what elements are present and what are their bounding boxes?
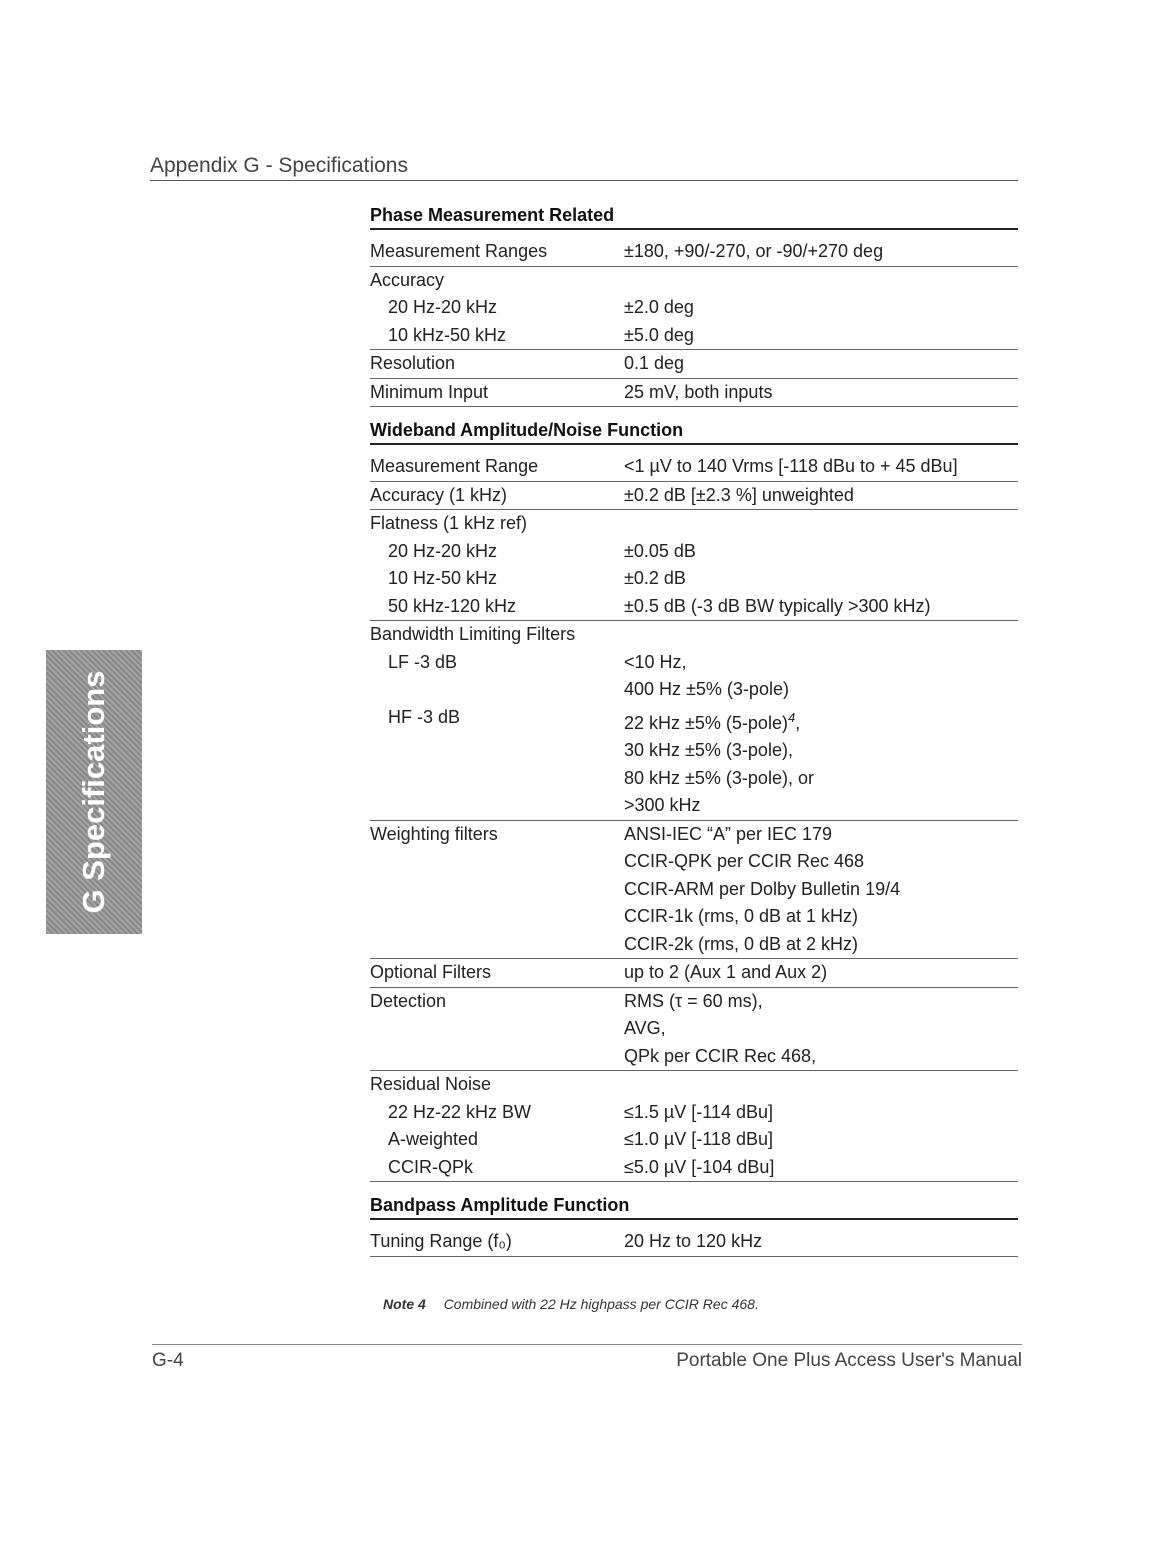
spec-value: AVG, bbox=[624, 1018, 666, 1038]
spec-value: up to 2 (Aux 1 and Aux 2) bbox=[624, 962, 828, 982]
manual-title: Portable One Plus Access User's Manual bbox=[676, 1350, 1022, 1371]
spec-value: RMS (τ = 60 ms), bbox=[624, 990, 763, 1011]
spec-row bbox=[370, 621, 1018, 649]
spec-label: CCIR-QPk bbox=[388, 1156, 473, 1177]
spec-value: QPk per CCIR Rec 468, bbox=[624, 1045, 817, 1066]
spec-row bbox=[370, 565, 1018, 593]
spec-row bbox=[370, 379, 1018, 408]
spec-label: 20 Hz-20 kHz bbox=[388, 540, 498, 561]
spec-value: CCIR-QPK per CCIR Rec 468 bbox=[624, 851, 865, 871]
spec-label: 10 Hz-50 kHz bbox=[388, 568, 498, 588]
spec-value: 80 kHz ±5% (3-pole), or bbox=[624, 767, 814, 788]
spec-value: <10 Hz, bbox=[624, 651, 687, 672]
spec-label: Bandwidth Limiting Filters bbox=[370, 624, 576, 644]
spec-value bbox=[624, 704, 1018, 738]
spec-value: ±180, +90/-270, or -90/+270 deg bbox=[624, 241, 884, 261]
spec-value: CCIR-ARM per Dolby Bulletin 19/4 bbox=[624, 878, 901, 899]
side-tab-label: G Specifications bbox=[76, 670, 111, 914]
spec-row bbox=[370, 238, 1018, 267]
spec-value: ANSI-IEC “A” per IEC 179 bbox=[624, 823, 833, 844]
spec-value: ≤5.0 µV [-104 dBu] bbox=[624, 1156, 775, 1177]
spec-label: Minimum Input bbox=[370, 381, 489, 402]
spec-value-text: 22 kHz ±5% (5-pole) bbox=[624, 712, 788, 733]
spec-label: LF -3 dB bbox=[388, 651, 458, 672]
spec-label: Accuracy (1 kHz) bbox=[370, 484, 508, 505]
spec-tables bbox=[370, 205, 1018, 1270]
spec-row bbox=[370, 593, 1018, 622]
spec-label: Accuracy bbox=[370, 269, 445, 290]
spec-value: 0.1 deg bbox=[624, 353, 685, 373]
spec-value: 25 mV, both inputs bbox=[624, 381, 773, 402]
spec-row bbox=[370, 538, 1018, 566]
spec-row bbox=[370, 988, 1018, 1072]
spec-value: CCIR-1k (rms, 0 dB at 1 kHz) bbox=[624, 906, 859, 926]
spec-label: 22 Hz-22 kHz BW bbox=[388, 1101, 532, 1122]
spec-row bbox=[370, 294, 1018, 322]
spec-label: 10 kHz-50 kHz bbox=[388, 324, 507, 345]
footnote-marker: 4 bbox=[787, 709, 796, 725]
spec-label: HF -3 dB bbox=[388, 706, 461, 727]
spec-row bbox=[370, 1228, 1018, 1257]
spec-value: <1 µV to 140 Vrms [-118 dBu to + 45 dBu] bbox=[624, 456, 958, 476]
spec-label: 20 Hz-20 kHz bbox=[388, 297, 498, 317]
spec-label: Flatness (1 kHz ref) bbox=[370, 513, 528, 533]
spec-row bbox=[370, 1154, 1018, 1183]
spec-label: Detection bbox=[370, 990, 447, 1011]
spec-row bbox=[370, 704, 1018, 821]
section-title: Phase Measurement Related bbox=[370, 205, 1018, 230]
spec-row bbox=[370, 821, 1018, 960]
spec-row bbox=[370, 267, 1018, 295]
spec-label: Resolution bbox=[370, 353, 456, 373]
note-text: Combined with 22 Hz highpass per CCIR Rec 468. bbox=[443, 1296, 759, 1312]
page-footer bbox=[152, 1344, 1022, 1372]
page-number: G-4 bbox=[152, 1350, 184, 1371]
spec-value: ±2.0 deg bbox=[624, 297, 694, 317]
spec-value: ≤1.5 µV [-114 dBu] bbox=[624, 1101, 774, 1122]
spec-row bbox=[370, 350, 1018, 379]
section-title: Wideband Amplitude/Noise Function bbox=[370, 420, 1018, 445]
spec-label: Measurement Range bbox=[370, 456, 539, 476]
spec-label: Residual Noise bbox=[370, 1074, 492, 1094]
spec-row bbox=[370, 510, 1018, 538]
section-title: Bandpass Amplitude Function bbox=[370, 1195, 1018, 1220]
phase-section bbox=[370, 205, 1018, 407]
spec-value: 400 Hz ±5% (3-pole) bbox=[624, 679, 789, 699]
spec-label: 50 kHz-120 kHz bbox=[388, 595, 517, 616]
spec-label: Tuning Range (f₀) bbox=[370, 1231, 512, 1251]
spec-row bbox=[370, 453, 1018, 482]
spec-row bbox=[370, 649, 1018, 704]
spec-value: CCIR-2k (rms, 0 dB at 2 kHz) bbox=[624, 933, 859, 954]
spec-label: A-weighted bbox=[388, 1129, 479, 1149]
spec-value: ≤1.0 µV [-118 dBu] bbox=[624, 1129, 774, 1149]
spec-value: 20 Hz to 120 kHz bbox=[624, 1231, 763, 1251]
spec-label: Weighting filters bbox=[370, 823, 498, 844]
spec-row bbox=[370, 1071, 1018, 1099]
spec-value: ±0.2 dB [±2.3 %] unweighted bbox=[624, 484, 854, 505]
spec-row bbox=[370, 482, 1018, 511]
wideband-section bbox=[370, 420, 1018, 1182]
spec-label: Optional Filters bbox=[370, 962, 492, 982]
spec-value: >300 kHz bbox=[624, 795, 701, 815]
spec-value: ±5.0 deg bbox=[624, 324, 694, 345]
page-header bbox=[150, 154, 1018, 181]
spec-value: ±0.05 dB bbox=[624, 540, 696, 561]
note-label: Note 4 bbox=[383, 1296, 426, 1312]
spec-value: ±0.2 dB bbox=[624, 568, 686, 588]
spec-row bbox=[370, 1126, 1018, 1154]
spec-row bbox=[370, 322, 1018, 351]
header-title: Appendix G - Specifications bbox=[150, 154, 408, 177]
spec-value: ±0.5 dB (-3 dB BW typically >300 kHz) bbox=[624, 595, 931, 616]
spec-value: 30 kHz ±5% (3-pole), bbox=[624, 740, 793, 760]
spec-row bbox=[370, 1099, 1018, 1127]
spec-label: Measurement Ranges bbox=[370, 241, 548, 261]
spec-row bbox=[370, 959, 1018, 988]
footnote-suffix: , bbox=[795, 712, 801, 733]
bandpass-section bbox=[370, 1195, 1018, 1257]
section-side-tab bbox=[46, 650, 142, 934]
footnote bbox=[383, 1296, 759, 1312]
